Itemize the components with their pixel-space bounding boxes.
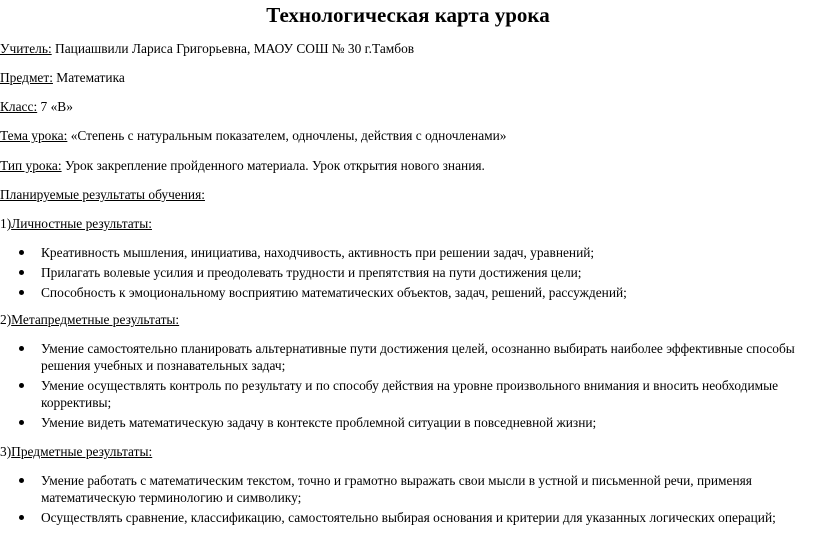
list-item: Умение работать с математическим текстом, точно и грамотно выражать свои мысли в устной и письменной речи, применяя математическую терминологию и символику;	[0, 472, 800, 506]
topic-label: Тема урока:	[0, 128, 68, 143]
planned-results-label: Планируемые результаты обучения:	[0, 187, 205, 202]
list-item: Креативность мышления, инициатива, находчивость, активность при решении задач, уравнений;	[0, 244, 800, 261]
grade-label: Класс:	[0, 99, 38, 114]
page-title: Технологическая карта урока	[266, 3, 550, 27]
subject-label: Предмет:	[0, 70, 53, 85]
list-item: Осуществлять сравнение, классификацию, самостоятельно выбирая основания и критерии для указанных логических операций;	[0, 509, 800, 526]
meta-results-list	[0, 340, 800, 434]
personal-results-label: Личностные результаты:	[11, 216, 152, 231]
grade-value: 7 «В»	[37, 99, 73, 114]
teacher-value: Пациашвили Лариса Григорьевна, МАОУ СОШ № 30 г.Тамбов	[51, 41, 415, 56]
lesson-type-value: Урок закрепление пройденного материала. Урок открытия нового знания.	[61, 158, 485, 173]
teacher-label: Учитель:	[0, 41, 52, 56]
personal-results-list	[0, 244, 800, 304]
subject-value: Математика	[52, 70, 125, 85]
meta-results-heading	[0, 311, 179, 328]
topic-value: «Степень с натуральным показателем, одночлены, действия с одночленами»	[67, 128, 507, 143]
personal-results-number: 1)	[0, 216, 12, 231]
planned-results-heading	[0, 186, 205, 203]
list-item: Способность к эмоциональному восприятию математических объектов, задач, решений, рассуждений;	[0, 284, 800, 301]
subject-line	[0, 69, 125, 86]
meta-results-label: Метапредметные результаты:	[11, 312, 180, 327]
subject-results-heading	[0, 443, 152, 460]
list-item: Умение видеть математическую задачу в контексте проблемной ситуации в повседневной жизни;	[0, 414, 800, 431]
personal-results-heading	[0, 215, 152, 232]
subject-results-label: Предметные результаты:	[11, 444, 153, 459]
list-item: Прилагать волевые усилия и преодолевать трудности и препятствия на пути достижения цели;	[0, 264, 800, 281]
teacher-line	[0, 40, 414, 57]
topic-line	[0, 127, 507, 144]
list-item: Умение осуществлять контроль по результату и по способу действия на уровне произвольного внимания и вносить необходимые коррективы;	[0, 377, 800, 411]
lesson-type-line	[0, 157, 485, 174]
list-item: Умение самостоятельно планировать альтернативные пути достижения целей, осознанно выбирать наиболее эффективные способы решения учебных и познавательных задач;	[0, 340, 800, 374]
lesson-type-label: Тип урока:	[0, 158, 62, 173]
subject-results-number: 3)	[0, 444, 12, 459]
grade-line	[0, 98, 73, 115]
subject-results-list	[0, 472, 800, 529]
meta-results-number: 2)	[0, 312, 12, 327]
